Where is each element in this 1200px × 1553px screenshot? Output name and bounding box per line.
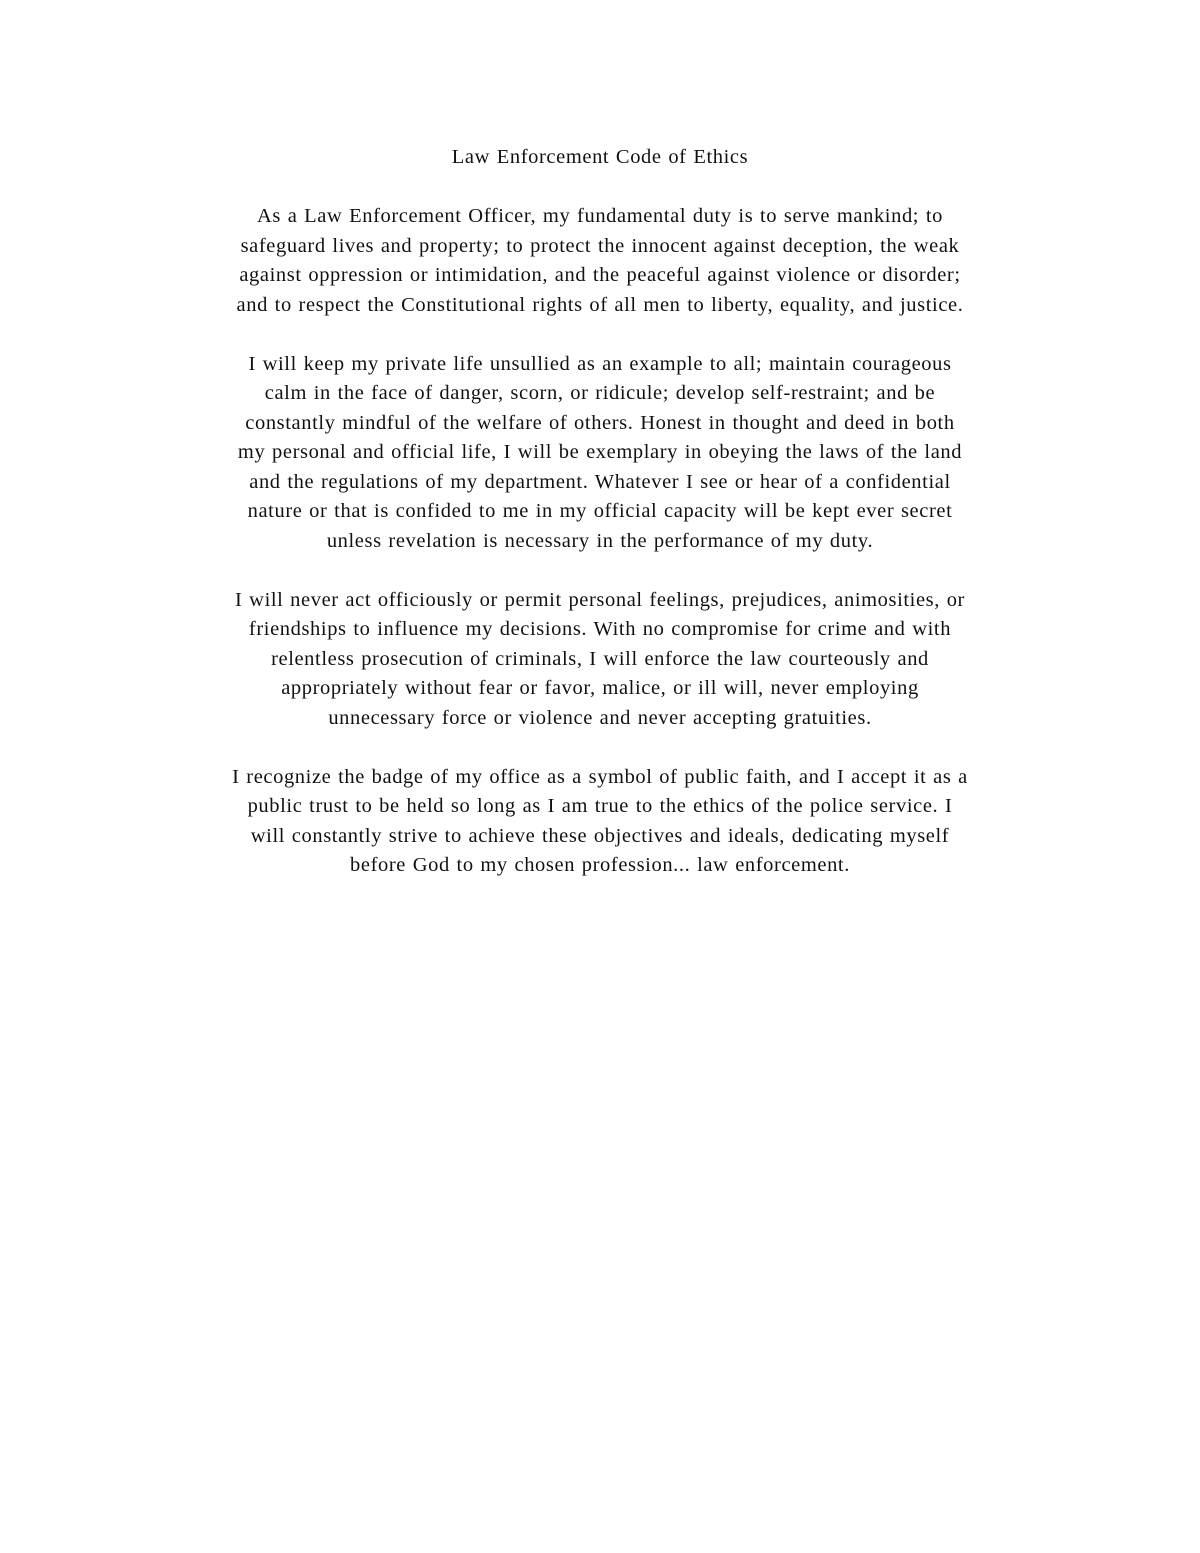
text-line: and to respect the Constitutional rights of all men to liberty, equality, and justice. xyxy=(236,293,964,316)
text-line: I will keep my private life unsullied as an example to all; maintain courageous xyxy=(248,352,952,375)
paragraph-3 xyxy=(150,586,1050,734)
paragraph-1 xyxy=(150,202,1050,320)
text-line: I recognize the badge of my office as a symbol of public faith, and I accept it as a xyxy=(232,765,968,788)
text-line: and the regulations of my department. Whatever I see or hear of a confidential xyxy=(249,470,951,493)
text-line: will constantly strive to achieve these objectives and ideals, dedicating myself xyxy=(250,824,950,847)
text-line: nature or that is confided to me in my official capacity will be kept ever secret xyxy=(247,500,953,522)
paragraph-4 xyxy=(150,763,1050,881)
text-line: As a Law Enforcement Officer, my fundamental duty is to serve mankind; to xyxy=(257,205,943,227)
text-line: appropriately without fear or favor, malice, or ill will, never employing xyxy=(281,677,919,699)
text-line: before God to my chosen profession... law enforcement. xyxy=(350,854,850,876)
text-line: friendships to influence my decisions. With no compromise for crime and with xyxy=(248,618,952,640)
document-title: Law Enforcement Code of Ethics xyxy=(451,146,749,168)
text-line: I will never act officiously or permit personal feelings, prejudices, animosities, or xyxy=(235,588,965,611)
text-line: unnecessary force or violence and never accepting gratuities. xyxy=(328,706,872,729)
document-body xyxy=(150,143,1050,881)
text-line: my personal and official life, I will be exemplary in obeying the laws of the land xyxy=(237,441,963,463)
text-line: constantly mindful of the welfare of others. Honest in thought and deed in both xyxy=(245,411,955,434)
text-line: relentless prosecution of criminals, I will enforce the law courteously and xyxy=(271,647,929,670)
text-line: public trust to be held so long as I am true to the ethics of the police service. I xyxy=(247,795,953,817)
paragraph-2 xyxy=(150,350,1050,557)
text-line: calm in the face of danger, scorn, or ridicule; develop self-restraint; and be xyxy=(264,382,936,404)
text-line: safeguard lives and property; to protect the innocent against deception, the weak xyxy=(240,234,960,257)
text-line: against oppression or intimidation, and the peaceful against violence or disorder; xyxy=(239,264,961,286)
text-line: unless revelation is necessary in the performance of my duty. xyxy=(326,529,874,552)
